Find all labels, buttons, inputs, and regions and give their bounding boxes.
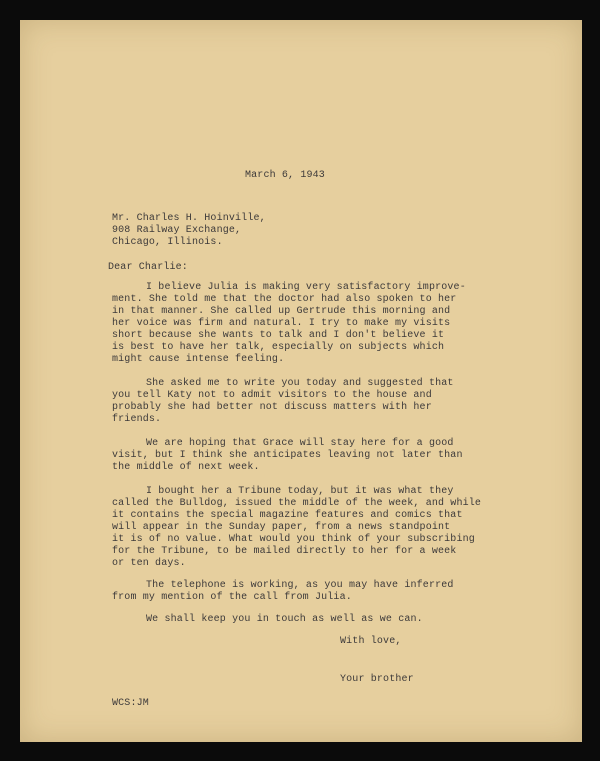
body-line: will appear in the Sunday paper, from a news standpoint — [112, 522, 451, 533]
body-line: in that manner. She called up Gertrude this morning and — [112, 306, 451, 317]
body-line: probably she had better not discuss matters with her — [112, 402, 432, 413]
typist-initials: WCS:JM — [112, 698, 149, 709]
body-line: I believe Julia is making very satisfactory improve- — [146, 282, 466, 293]
body-line: short because she wants to talk and I don't believe it — [112, 330, 445, 341]
letter-page — [20, 20, 582, 742]
body-line: for the Tribune, to be mailed directly to her for a week — [112, 546, 457, 557]
body-line: it is of no value. What would you think of your subscribing — [112, 534, 475, 545]
body-line: might cause intense feeling. — [112, 354, 285, 365]
body-line: friends. — [112, 414, 162, 425]
body-line: She asked me to write you today and suggested that — [146, 378, 454, 389]
body-line: from my mention of the call from Julia. — [112, 592, 352, 603]
body-line: you tell Katy not to admit visitors to the house and — [112, 390, 432, 401]
body-line: the middle of next week. — [112, 462, 260, 473]
body-line: The telephone is working, as you may have inferred — [146, 580, 454, 591]
salutation: Dear Charlie: — [108, 262, 188, 273]
body-line: I bought her a Tribune today, but it was what they — [146, 486, 454, 497]
signature: Your brother — [340, 674, 414, 685]
body-line: ment. She told me that the doctor had also spoken to her — [112, 294, 457, 305]
body-line: her voice was firm and natural. I try to make my visits — [112, 318, 451, 329]
body-line: We shall keep you in touch as well as we can. — [146, 614, 423, 625]
address-line: Chicago, Illinois. — [112, 237, 223, 248]
address-line: Mr. Charles H. Hoinville, — [112, 213, 266, 224]
body-line: or ten days. — [112, 558, 186, 569]
body-line: called the Bulldog, issued the middle of the week, and while — [112, 498, 482, 509]
body-line: visit, but I think she anticipates leaving not later than — [112, 450, 463, 461]
body-line: is best to have her talk, especially on subjects which — [112, 342, 445, 353]
address-line: 908 Railway Exchange, — [112, 225, 242, 236]
closing: With love, — [340, 636, 402, 647]
body-line: We are hoping that Grace will stay here for a good — [146, 438, 454, 449]
letter-date: March 6, 1943 — [245, 170, 325, 181]
body-line: it contains the special magazine features and comics that — [112, 510, 463, 521]
